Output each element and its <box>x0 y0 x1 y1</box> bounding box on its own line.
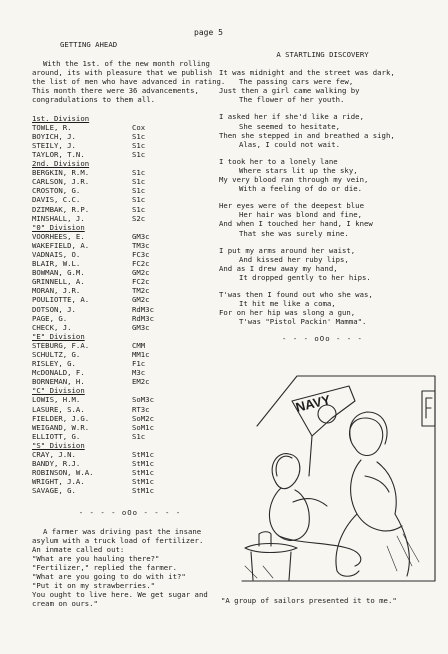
roster-row <box>32 232 222 241</box>
sailor-name: POULIOTTE, A. <box>32 295 90 305</box>
roster-row <box>32 459 222 468</box>
sailor-rating: RT3c <box>132 404 150 414</box>
poem-line: Just then a girl came walking by <box>219 86 360 96</box>
sailor-rating: S1c <box>132 186 146 196</box>
sailor-name: ELLIOTT, G. <box>32 431 81 441</box>
sailor-name: VADNAIS, O. <box>32 249 81 259</box>
sailor-rating: S1c <box>132 177 146 187</box>
story-line: An inmate called out: <box>32 544 125 554</box>
sailor-name: WAKEFIELD, A. <box>32 240 90 250</box>
poem-line: Her eyes were of the deepest blue <box>219 201 364 211</box>
sailor-cartoon-drawing <box>237 366 437 586</box>
sailor-name: TOWLE, R. <box>32 122 72 132</box>
sailor-rating: S1c <box>132 149 146 159</box>
sailor-name: BOYICH, J. <box>32 131 76 141</box>
sailor-name: CROSTON, G. <box>32 186 81 196</box>
roster-row <box>32 305 222 314</box>
poem-line: I took her to a lonely lane <box>219 156 338 166</box>
roster-row <box>32 295 222 304</box>
sailor-name: PAGE, G. <box>32 313 68 323</box>
sailor-name: LASURE, S.A. <box>32 404 85 414</box>
poem-stanza <box>215 290 430 326</box>
roster-row <box>32 241 222 250</box>
sailor-name: DOTSON, J. <box>32 304 76 314</box>
left-separator: - - - - oOo - - - - <box>78 507 182 517</box>
roster-row <box>32 141 222 150</box>
poem-line: That she was surely mine. <box>239 228 349 238</box>
sailor-rating: S1c <box>132 431 146 441</box>
right-column <box>215 40 430 353</box>
poem-line: My very blood ran through my vein, <box>219 175 369 185</box>
sailor-name: CARLSON, J.R. <box>32 177 90 187</box>
sailor-name: WEIGAND, W.R. <box>32 422 90 432</box>
sailor-name: SCHULTZ, G. <box>32 350 81 359</box>
sailor-name: STEBURG, F.A. <box>32 340 90 350</box>
roster-row <box>32 250 222 259</box>
sailor-rating: MM1c <box>132 350 150 359</box>
sailor-name: WRIGHT, J.A. <box>32 477 85 487</box>
roster-row <box>32 377 222 386</box>
sailor-rating: S1c <box>132 131 146 141</box>
sailor-rating: S1c <box>132 140 146 150</box>
poem-title: A STARTLING DISCOVERY <box>276 50 369 59</box>
roster-row <box>32 195 222 204</box>
sailor-rating: StM1c <box>132 486 154 496</box>
division-heading: "0" Division <box>32 222 85 232</box>
poem-line: The passing cars were few, <box>239 77 354 87</box>
sailor-rating: SoM3c <box>132 395 154 405</box>
sailor-name: MORAN, J.R. <box>32 286 81 296</box>
poem-line: It hit me like a coma, <box>239 299 336 309</box>
sailor-name: CHECK, J. <box>32 322 72 332</box>
sailor-name: BLAIR, W.L. <box>32 259 81 269</box>
sailor-rating: StM1c <box>132 477 154 487</box>
sailor-rating: RdM3c <box>132 304 154 314</box>
sailor-name: TAYLOR, T.N. <box>32 149 85 159</box>
division-heading: "S" Division <box>32 440 85 450</box>
sailor-rating: FC2c <box>132 277 150 287</box>
poem-line: Then she stepped in and breathed a sigh, <box>219 130 395 140</box>
sailor-name: BANDY, R.J. <box>32 459 81 469</box>
sailor-rating: S1c <box>132 168 146 178</box>
poem-line: She seemed to hesitate, <box>239 121 341 131</box>
sailor-rating: FC3c <box>132 249 150 259</box>
poem-stanza <box>215 201 430 237</box>
sailor-name: FIELDER, J.G. <box>32 413 90 423</box>
division-heading: 2nd. Division <box>32 159 90 169</box>
sailor-rating: SoM2c <box>132 413 154 423</box>
sailor-name: MINSHALL, J. <box>32 213 85 223</box>
roster-row <box>32 368 222 377</box>
sailor-name: STEILY, J. <box>32 140 76 150</box>
sailor-rating: StM1c <box>132 459 154 469</box>
sailor-rating: TM2c <box>132 286 150 296</box>
sailor-name: BOWMAN, G.M. <box>32 268 85 278</box>
roster-row <box>32 350 222 359</box>
sailor-rating: SoM1c <box>132 422 154 432</box>
sailor-name: CRAY, J.N. <box>32 450 76 460</box>
sailor-rating: S2c <box>132 213 146 223</box>
sailor-rating: GM3c <box>132 231 150 241</box>
roster-row <box>32 450 222 459</box>
poem-line: I put my arms around her waist, <box>219 245 356 255</box>
sailor-name: McDONALD, F. <box>32 368 85 378</box>
right-separator: - - - oOo - - - <box>282 334 363 344</box>
division-heading: 1st. Division <box>32 113 90 123</box>
page-number: page 5 <box>194 28 223 37</box>
sailor-rating: TM3c <box>132 240 150 250</box>
sailor-name: ROBINSON, W.A. <box>32 468 94 478</box>
roster-row <box>32 423 222 432</box>
roster-row <box>32 414 222 423</box>
poem-stanza <box>215 68 430 104</box>
story-line: "Put it on my strawberries." <box>32 581 156 591</box>
story-line: A farmer was driving past the insane asylum with a truck load of fertilizer. <box>32 526 204 545</box>
story-line: "What are you hauling there?" <box>32 553 160 563</box>
sailor-rating: FC2c <box>132 259 150 269</box>
poem-stanza <box>215 246 430 282</box>
poem-line: T'was then I found out who she was, <box>219 289 373 299</box>
poem-line: For on her hip was slong a gun, <box>219 308 356 318</box>
sailor-name: LOWIS, H.M. <box>32 395 81 405</box>
roster-row <box>32 468 222 477</box>
article-title-getting-ahead: GETTING AHEAD <box>60 40 118 49</box>
roster-row <box>32 314 222 323</box>
roster-row <box>32 323 222 332</box>
roster-row <box>32 205 222 214</box>
roster-row <box>32 123 222 132</box>
cartoon-caption: "A group of sailors presented it to me." <box>221 596 397 605</box>
roster-row <box>32 277 222 286</box>
sailor-name: GRINNELL, A. <box>32 277 85 287</box>
poem-line: Her hair was blond and fine, <box>239 210 363 220</box>
sailor-rating: EM2c <box>132 377 150 387</box>
division-heading: "C" Division <box>32 386 85 396</box>
sailor-name: BORNEMAN, H. <box>32 377 85 387</box>
farmer-joke <box>32 527 228 609</box>
story-line: "What are you going to do with it?" <box>32 572 186 582</box>
sailor-rating: RdM3c <box>132 313 154 323</box>
poem-line: T'was "Pistol Packin' Mamma". <box>239 317 367 327</box>
sailor-name: DAVIS, C.C. <box>32 195 81 205</box>
poem-stanza <box>215 157 430 193</box>
sailor-rating: S1c <box>132 204 146 214</box>
sailor-name: SAVAGE, G. <box>32 486 76 496</box>
sailor-rating: Cox <box>132 122 146 132</box>
poem-line: And kissed her ruby lips, <box>239 254 349 264</box>
story-line: You ought to live here. We get sugar and cream on ours." <box>32 590 208 609</box>
roster-row <box>32 432 222 441</box>
poem-line: And when I touched her hand, I knew <box>219 219 373 229</box>
advancement-roster <box>32 114 222 496</box>
roster-row <box>32 132 222 141</box>
roster-row <box>32 477 222 486</box>
poem-stanza <box>215 112 430 148</box>
pennant-navy-label: NAVY <box>294 391 332 415</box>
sailor-name: VOORHEES, E. <box>32 231 85 241</box>
poem-line: Alas, I could not wait. <box>239 139 341 149</box>
roster-row <box>32 359 222 368</box>
roster-row <box>32 341 222 350</box>
poem-line: The flower of her youth. <box>239 95 345 105</box>
poem-line: I asked her if she'd like a ride, <box>219 112 364 122</box>
poem <box>215 68 430 326</box>
intro-paragraph: With the 1st. of the new month rolling around, its with pleasure that we publish the list of men who have advanced in rating. This month there were 36 advancements, congradulations to them all. <box>32 59 226 105</box>
poem-line: It was midnight and the street was dark, <box>219 68 395 78</box>
poem-line: And as I drew away my hand, <box>219 263 338 273</box>
roster-row <box>32 268 222 277</box>
sailor-rating: StM1c <box>132 468 154 478</box>
roster-row <box>32 150 222 159</box>
sailor-rating: StM1c <box>132 450 154 460</box>
roster-row <box>32 177 222 186</box>
sailor-rating: F1c <box>132 359 146 369</box>
poem-line: Where stars lit up the sky, <box>239 165 358 175</box>
roster-row <box>32 486 222 495</box>
sailor-rating: M3c <box>132 368 146 378</box>
story-line: "Fertilizer," replied the farmer. <box>32 562 177 572</box>
left-column <box>32 40 228 608</box>
sailor-name: DZIMBAK, R.P. <box>32 204 90 214</box>
roster-row <box>32 259 222 268</box>
sailor-name: BERGKIN, R.M. <box>32 168 90 178</box>
division-heading: "E" Division <box>32 331 85 341</box>
roster-row <box>32 214 222 223</box>
poem-line: It dropped gently to her hips. <box>239 272 371 282</box>
sailor-rating: S1c <box>132 195 146 205</box>
sailor-rating: GM2c <box>132 295 150 305</box>
roster-row <box>32 186 222 195</box>
sailor-rating: GM3c <box>132 322 150 332</box>
sailor-rating: GM2c <box>132 268 150 278</box>
roster-row <box>32 168 222 177</box>
roster-row <box>32 405 222 414</box>
poem-line: With a feeling of do or die. <box>239 184 363 194</box>
roster-row <box>32 395 222 404</box>
sailor-rating: CMM <box>132 340 146 350</box>
sailor-name: RISLEY, G. <box>32 359 76 369</box>
roster-row <box>32 286 222 295</box>
